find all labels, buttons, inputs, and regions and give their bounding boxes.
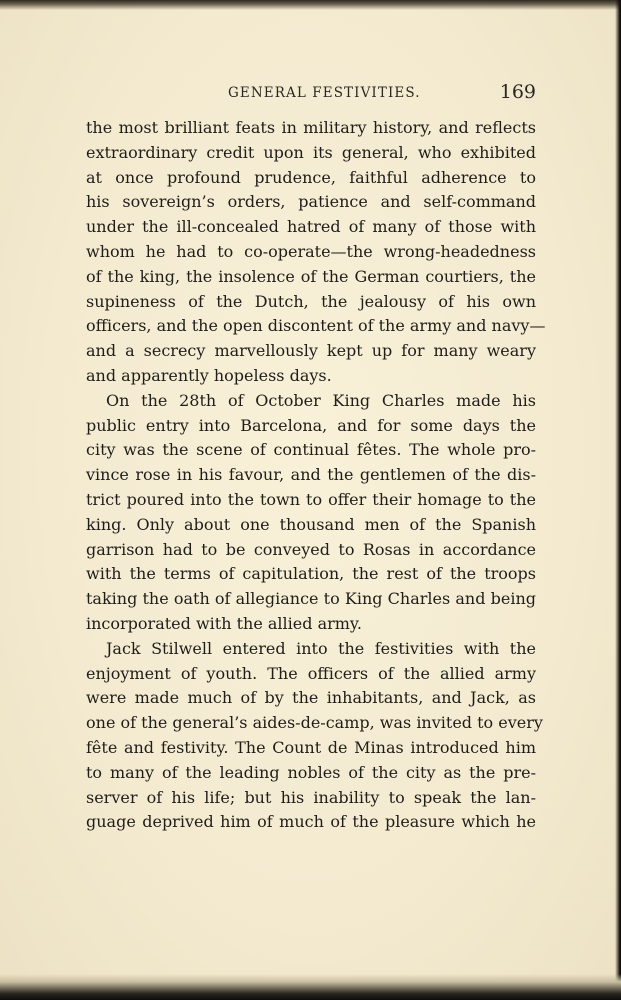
text-line: his sovereign’s orders, patience and self-command (86, 192, 536, 212)
text-line: server of his life; but his inability to speak the lan- (86, 787, 536, 807)
text-line: to many of the leading nobles of the city as the pre- (86, 762, 536, 782)
text-line: public entry into Barcelona, and for some days the (86, 415, 536, 435)
text-line: incorporated with the allied army. (86, 613, 362, 633)
text-line: were made much of by the inhabitants, and Jack, as (86, 688, 536, 708)
text-line: city was the scene of continual fêtes. The whole pro- (86, 440, 536, 460)
text-line: supineness of the Dutch, the jealousy of his own (86, 291, 536, 311)
page-bottom-edge-shadow (0, 974, 621, 1000)
text-line: the most brilliant feats in military history, and reflects (86, 118, 536, 137)
text-line: enjoyment of youth. The officers of the allied army (86, 663, 536, 683)
page-number: 169 (499, 81, 536, 103)
text-line: guage deprived him of much of the pleasure which he (86, 812, 536, 832)
paragraph-3 (86, 637, 543, 835)
running-head (86, 83, 536, 107)
text-line: garrison had to be conveyed to Rosas in accordance (86, 539, 536, 559)
text-line: at once profound prudence, faithful adherence to (86, 167, 536, 187)
page-top-edge-shadow (0, 0, 621, 10)
text-line: and apparently hopeless days. (86, 365, 332, 385)
text-line: vince rose in his favour, and the gentlemen of the dis- (86, 465, 536, 485)
text-line: fête and festivity. The Count de Minas introduced him (86, 737, 536, 757)
text-line: On the 28th of October King Charles made his (106, 390, 536, 410)
text-line: whom he had to co-operate—the wrong-headedness (86, 241, 536, 261)
text-line: Jack Stilwell entered into the festivities with the (106, 638, 536, 658)
text-line: one of the general’s aides-de-camp, was invited to every (86, 713, 543, 733)
text-line: king. Only about one thousand men of the Spanish (86, 514, 536, 534)
running-head-title: GENERAL FESTIVITIES. (228, 85, 421, 101)
text-line: under the ill-concealed hatred of many of those with (86, 217, 536, 237)
text-line: with the terms of capitulation, the rest of the troops (86, 564, 536, 584)
text-line: officers, and the open discontent of the army and navy— (86, 316, 546, 336)
paragraph-2 (86, 389, 536, 637)
page-right-edge-shadow (615, 0, 621, 1000)
text-line: taking the oath of allegiance to King Charles and being (86, 589, 536, 609)
text-line: trict poured into the town to offer their homage to the (86, 489, 536, 509)
text-line: extraordinary credit upon its general, who exhibited (86, 142, 536, 162)
text-line: and a secrecy marvellously kept up for many weary (86, 341, 536, 361)
text-line: of the king, the insolence of the German courtiers, the (86, 266, 536, 286)
body-text (86, 116, 546, 835)
paragraph-1 (86, 116, 546, 389)
